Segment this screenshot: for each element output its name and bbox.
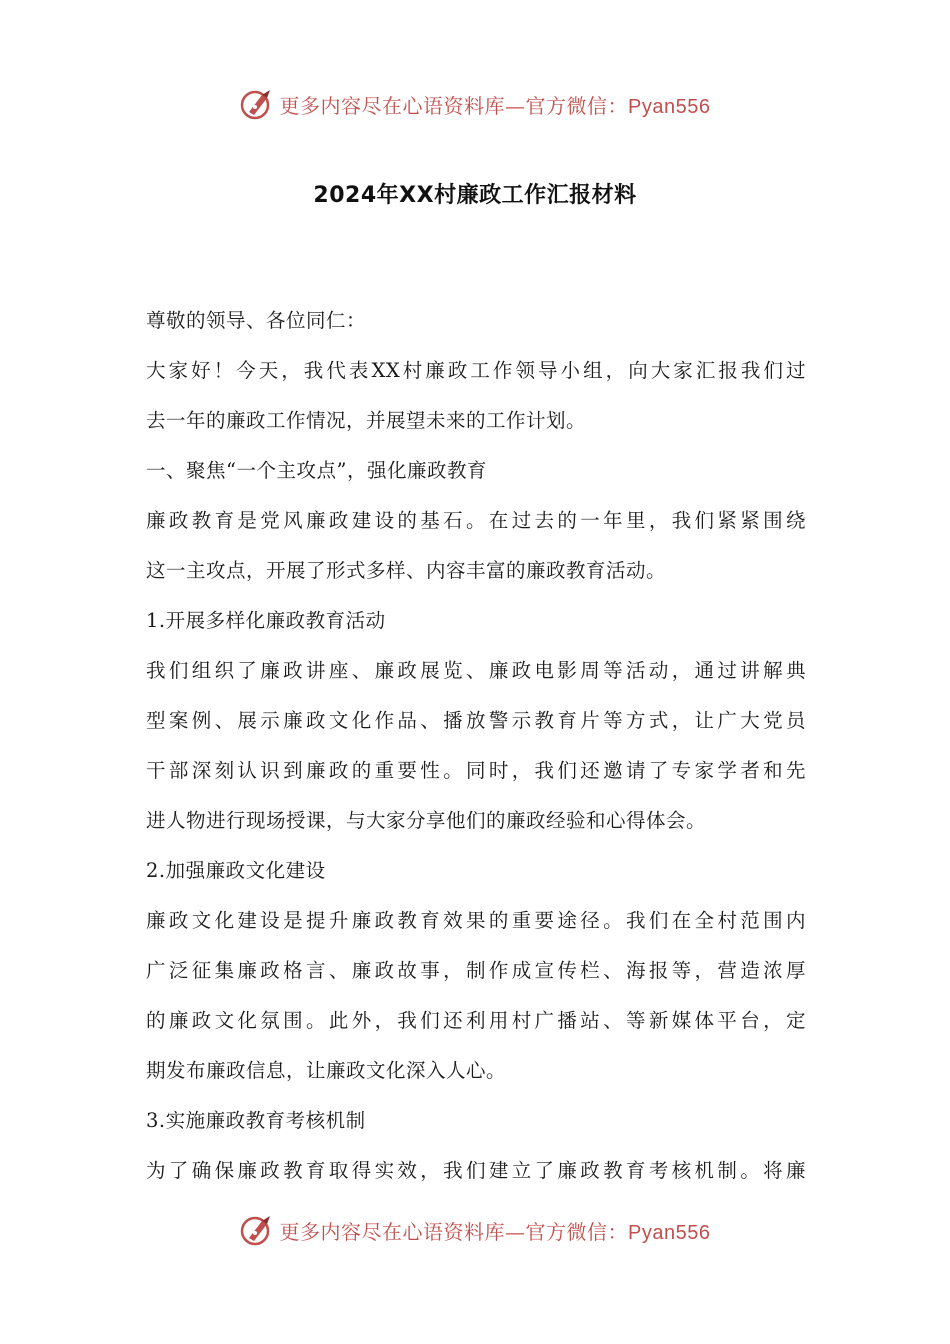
paragraph-line: 为了确保廉政教育取得实效，我们建立了廉政教育考核机制。将廉 xyxy=(146,1159,806,1182)
paragraph-line: 大家好！今天，我代表XX村廉政工作领导小组，向大家汇报我们过 xyxy=(146,359,806,382)
pen-nib-seal-icon xyxy=(240,87,274,121)
paragraph-line: 期发布廉政信息，让廉政文化深入人心。 xyxy=(146,1059,507,1082)
watermark-text: 更多内容尽在心语资料库—官方微信：Pyan556 xyxy=(279,93,711,118)
pen-nib-seal-icon xyxy=(240,1213,274,1247)
document-title: 2024年XX村廉政工作汇报材料 xyxy=(313,183,637,208)
subsection-heading: 1.开展多样化廉政教育活动 xyxy=(146,609,386,632)
watermark-text: 更多内容尽在心语资料库—官方微信：Pyan556 xyxy=(279,1219,711,1244)
salutation: 尊敬的领导、各位同仁： xyxy=(146,309,367,332)
section-heading: 一、聚焦“一个主攻点”，强化廉政教育 xyxy=(146,459,487,482)
paragraph-line: 廉政教育是党风廉政建设的基石。在过去的一年里，我们紧紧围绕 xyxy=(146,509,806,532)
paragraph-line: 型案例、展示廉政文化作品、播放警示教育片等方式，让广大党员 xyxy=(146,709,806,732)
paragraph-line: 廉政文化建设是提升廉政教育效果的重要途径。我们在全村范围内 xyxy=(146,909,806,932)
wechat-id: Pyan556 xyxy=(628,1221,711,1244)
paragraph-line: 我们组织了廉政讲座、廉政展览、廉政电影周等活动，通过讲解典 xyxy=(146,659,806,682)
watermark-banner-top xyxy=(0,82,950,126)
paragraph-line: 这一主攻点，开展了形式多样、内容丰富的廉政教育活动。 xyxy=(146,559,667,582)
subsection-heading: 2.加强廉政文化建设 xyxy=(146,859,326,882)
document-body xyxy=(146,296,806,1196)
wechat-id: Pyan556 xyxy=(628,95,711,118)
watermark-banner-bottom xyxy=(0,1208,950,1252)
subsection-heading: 3.实施廉政教育考核机制 xyxy=(146,1109,366,1132)
paragraph-line: 广泛征集廉政格言、廉政故事，制作成宣传栏、海报等，营造浓厚 xyxy=(146,959,806,982)
paragraph-line: 去一年的廉政工作情况，并展望未来的工作计划。 xyxy=(146,409,587,432)
paragraph-line: 的廉政文化氛围。此外，我们还利用村广播站、等新媒体平台，定 xyxy=(146,1009,806,1032)
paragraph-line: 进人物进行现场授课，与大家分享他们的廉政经验和心得体会。 xyxy=(146,809,707,832)
paragraph-line: 干部深刻认识到廉政的重要性。同时，我们还邀请了专家学者和先 xyxy=(146,759,806,782)
